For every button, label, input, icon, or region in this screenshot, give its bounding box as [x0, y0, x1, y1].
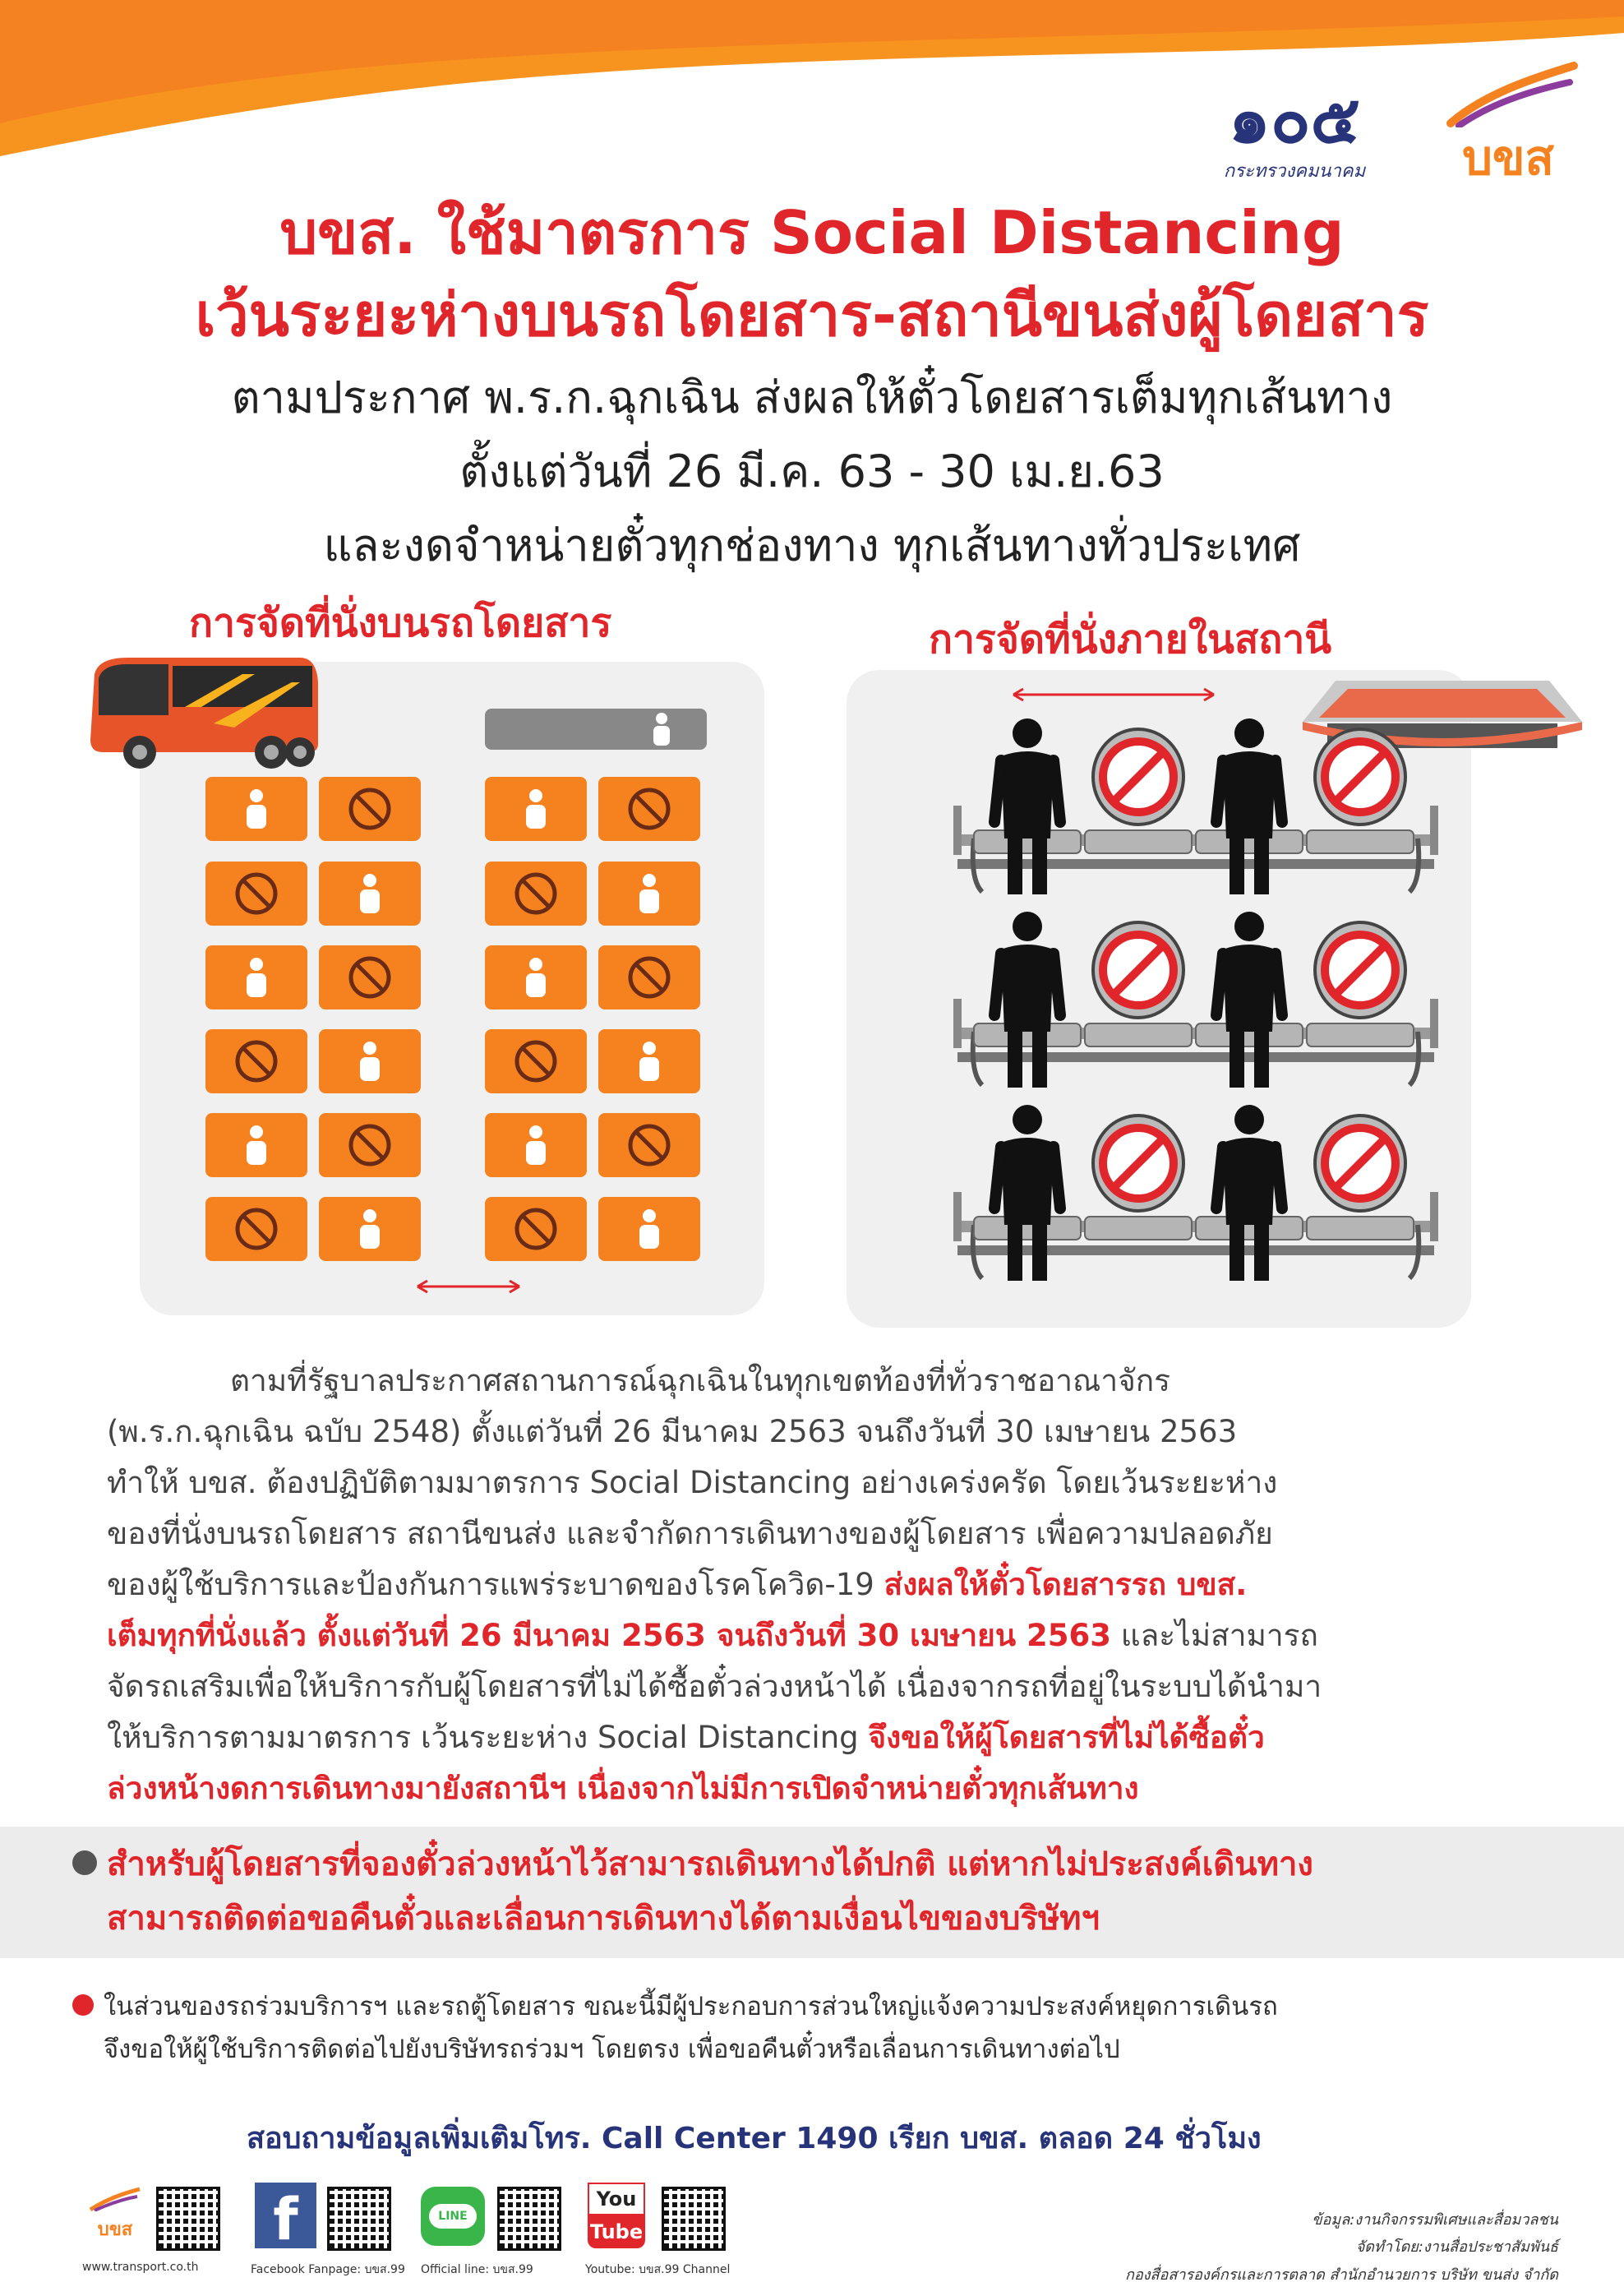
bullet-dot-gray — [72, 1850, 97, 1875]
person-icon — [649, 712, 674, 746]
driver-seat — [485, 709, 707, 750]
credit-line-2: จัดทำโดย:งานสื่อประชาสัมพันธ์ — [1355, 2238, 1558, 2256]
youtube-icon — [588, 2183, 645, 2250]
ministry-logo-numeral: ๑๐๕ — [1228, 81, 1361, 158]
person-icon — [242, 788, 270, 829]
bks-logo — [1434, 62, 1582, 186]
no-sit-icon — [233, 1038, 279, 1084]
qr-code-youtube — [662, 2187, 726, 2251]
bus-icon — [78, 649, 325, 781]
bench-row — [949, 1102, 1442, 1291]
footer-bks-logo-text: บขส — [97, 2220, 133, 2240]
bus-seat-occupied — [319, 1197, 421, 1261]
person-icon — [356, 1041, 384, 1082]
body-line-6-emphasis: เต็มทุกที่นั่งแล้ว ตั้งแต่วันที่ 26 มีนาคม 2563 จนถึงวันที่ 30 เมษายน 2563 — [107, 1618, 1111, 1653]
footer-youtube[interactable]: Youtube: บขส.99 Channel — [585, 2263, 731, 2276]
bus-seat-occupied — [205, 1113, 307, 1177]
bus-seat-occupied — [485, 1113, 587, 1177]
no-sit-icon — [626, 954, 672, 1000]
bus-seat-occupied — [598, 1029, 700, 1093]
body-line-5-emphasis: ส่งผลให้ตั๋วโดยสารรถ บขส. — [884, 1567, 1248, 1602]
bullet-1-line-1: สำหรับผู้โดยสารที่จองตั๋วล่วงหน้าไว้สามารถเดินทางได้ปกติ แต่หากไม่ประสงค์เดินทาง — [107, 1846, 1313, 1883]
youtube-icon-you: You — [588, 2183, 645, 2215]
body-line-9: ล่วงหน้างดการเดินทางมายังสถานีฯ เนื่องจากไม่มีการเปิดจำหน่ายตั๋วทุกเส้นทาง — [107, 1771, 1139, 1806]
bus-seat-blocked — [319, 777, 421, 841]
no-sit-icon — [347, 954, 393, 1000]
bus-seat-blocked — [485, 1029, 587, 1093]
credit-line-3: กองสื่อสารองค์กรและการตลาด สำนักอำนวยการ บริษัท ขนส่ง จำกัด — [1125, 2266, 1558, 2284]
bus-seat-blocked — [319, 945, 421, 1009]
person-icon — [522, 1125, 550, 1166]
no-sit-icon — [233, 871, 279, 917]
no-sit-sign-icon — [1093, 1116, 1183, 1211]
bks-swoosh-icon — [86, 2187, 144, 2211]
qr-code-website — [156, 2187, 220, 2251]
bus-seat-blocked — [205, 862, 307, 926]
body-line-8-emphasis: จึงขอให้ผู้โดยสารที่ไม่ได้ซื้อตั๋ว — [868, 1720, 1265, 1755]
contact-line: สอบถามข้อมูลเพิ่มเติมโทร. Call Center 1490 เรียก บขส. ตลอด 24 ชั่วโมง — [247, 2122, 1262, 2155]
bus-seat-occupied — [598, 862, 700, 926]
bus-seat-occupied — [319, 1029, 421, 1093]
bus-seat-occupied — [598, 1197, 700, 1261]
bench-row — [949, 715, 1442, 904]
bus-seat-occupied — [205, 777, 307, 841]
facebook-icon: f — [255, 2183, 316, 2248]
station-seating-label: การจัดที่นั่งภายในสถานี — [929, 617, 1332, 663]
bus-seat-occupied — [485, 777, 587, 841]
bus-seat-blocked — [598, 945, 700, 1009]
footer-line[interactable]: Official line: บขส.99 — [421, 2263, 533, 2276]
no-sit-sign-icon — [1093, 729, 1183, 825]
footer-facebook[interactable]: Facebook Fanpage: บขส.99 — [251, 2263, 405, 2276]
no-sit-icon — [347, 1122, 393, 1168]
bus-seat-blocked — [485, 1197, 587, 1261]
footer-bks-logo — [86, 2187, 144, 2240]
bullet-2-line-2: จึงขอให้ผู้ใช้บริการติดต่อไปยังบริษัทรถร่วมฯ โดยตรง เพื่อขอคืนตั๋วหรือเลื่อนการเดินทางต่อไป — [104, 2035, 1120, 2064]
person-icon — [635, 1041, 663, 1082]
subtitle-line-3: และงดจำหน่ายตั๋วทุกช่องทาง ทุกเส้นทางทั่วประเทศ — [323, 520, 1301, 571]
no-sit-icon — [626, 1122, 672, 1168]
bks-logo-text: บขส — [1462, 130, 1554, 186]
bus-seat-blocked — [485, 862, 587, 926]
body-line-7: จัดรถเสริมเพื่อให้บริการกับผู้โดยสารที่ไม่ได้ซื้อตั๋วล่วงหน้าได้ เนื่องจากรถที่อยู่ในระบบได้นำมา — [107, 1669, 1322, 1704]
no-sit-sign-icon — [1315, 1116, 1405, 1211]
ministry-logo-name: กระทรวงคมนาคม — [1223, 161, 1366, 182]
no-sit-sign-icon — [1315, 922, 1405, 1018]
body-line-6 — [107, 1611, 1520, 1661]
body-line-3: ทำให้ บขส. ต้องปฏิบัติตามมาตรการ Social Distancing อย่างเคร่งครัด โดยเว้นระยะห่าง — [107, 1465, 1278, 1500]
body-line-8-text: ให้บริการตามมาตรการ เว้นระยะห่าง Social Distancing — [107, 1720, 869, 1755]
bus-seat-blocked — [598, 1113, 700, 1177]
spacing-arrow-icon — [1007, 682, 1220, 707]
bench-row — [949, 908, 1442, 1097]
youtube-icon-tube: Tube — [588, 2215, 645, 2248]
bullet-2-line-1: ในส่วนของรถร่วมบริการฯ และรถตู้โดยสาร ขณะนี้มีผู้ประกอบการส่วนใหญ่แจ้งความประสงค์หยุดการเดินรถ — [104, 1992, 1278, 2021]
bullet-dot-red — [72, 1994, 94, 2016]
person-icon — [635, 873, 663, 914]
body-line-2: (พ.ร.ก.ฉุกเฉิน ฉบับ 2548) ตั้งแต่วันที่ 26 มีนาคม 2563 จนถึงวันที่ 30 เมษายน 2563 — [107, 1414, 1238, 1449]
body-line-6-text: และไม่สามารถ — [1111, 1618, 1318, 1653]
ministry-logo — [1200, 82, 1389, 181]
bks-logo-swoosh-icon — [1434, 62, 1582, 127]
qr-code-line — [497, 2187, 561, 2251]
person-icon — [356, 1208, 384, 1250]
person-icon — [522, 957, 550, 998]
qr-code-facebook — [327, 2187, 391, 2251]
bullet-1 — [72, 1837, 1593, 1946]
body-line-5 — [107, 1560, 1520, 1610]
person-icon — [635, 1208, 663, 1250]
bus-seat-blocked — [598, 777, 700, 841]
credit-line-1: ข้อมูล:งานกิจกรรมพิเศษและสื่อมวลชน — [1312, 2211, 1558, 2229]
body-line-4: ของที่นั่งบนรถโดยสาร สถานีขนส่ง และจำกัดการเดินทางของผู้โดยสาร เพื่อความปลอดภัย — [107, 1516, 1273, 1551]
person-icon — [242, 1125, 270, 1166]
person-icon — [242, 957, 270, 998]
person-icon — [356, 873, 384, 914]
bullet-1-line-2: สามารถติดต่อขอคืนตั๋วและเลื่อนการเดินทางได้ตามเงื่อนไขของบริษัทฯ — [107, 1900, 1100, 1938]
title-line-1: บขส. ใช้มาตรการ Social Distancing — [279, 198, 1345, 267]
body-line-8 — [107, 1713, 1520, 1762]
bullet-2 — [72, 1985, 1593, 2071]
no-sit-icon — [513, 1206, 559, 1252]
person-icon — [522, 788, 550, 829]
footer-website[interactable]: www.transport.co.th — [82, 2261, 199, 2274]
title-line-2: เว้นระยะห่างบนรถโดยสาร-สถานีขนส่งผู้โดยสาร — [195, 280, 1429, 349]
bus-seat-occupied — [485, 945, 587, 1009]
bus-seat-occupied — [319, 862, 421, 926]
subtitle-line-2: ตั้งแต่วันที่ 26 มี.ค. 63 - 30 เม.ย.63 — [459, 446, 1165, 497]
no-sit-icon — [513, 1038, 559, 1084]
subtitle-line-1: ตามประกาศ พ.ร.ก.ฉุกเฉิน ส่งผลให้ตั๋วโดยสารเต็มทุกเส้นทาง — [231, 372, 1393, 423]
body-line-5-text: ของผู้ใช้บริการและป้องกันการแพร่ระบาดของโรคโควิด-19 — [107, 1567, 884, 1602]
no-sit-icon — [626, 786, 672, 832]
bus-seating-label: การจัดที่นั่งบนรถโดยสาร — [189, 600, 612, 646]
no-sit-sign-icon — [1315, 729, 1405, 825]
bus-seat-blocked — [205, 1029, 307, 1093]
bus-seat-blocked — [319, 1113, 421, 1177]
no-sit-icon — [513, 871, 559, 917]
bus-seat-occupied — [205, 945, 307, 1009]
no-sit-icon — [347, 786, 393, 832]
body-line-1: ตามที่รัฐบาลประกาศสถานการณ์ฉุกเฉินในทุกเขตท้องที่ทั่วราชอาณาจักร — [230, 1363, 1171, 1398]
no-sit-sign-icon — [1093, 922, 1183, 1018]
spacing-arrow-icon — [411, 1274, 526, 1299]
no-sit-icon — [233, 1206, 279, 1252]
line-icon-label: LINE — [429, 2204, 477, 2229]
bus-seat-blocked — [205, 1197, 307, 1261]
